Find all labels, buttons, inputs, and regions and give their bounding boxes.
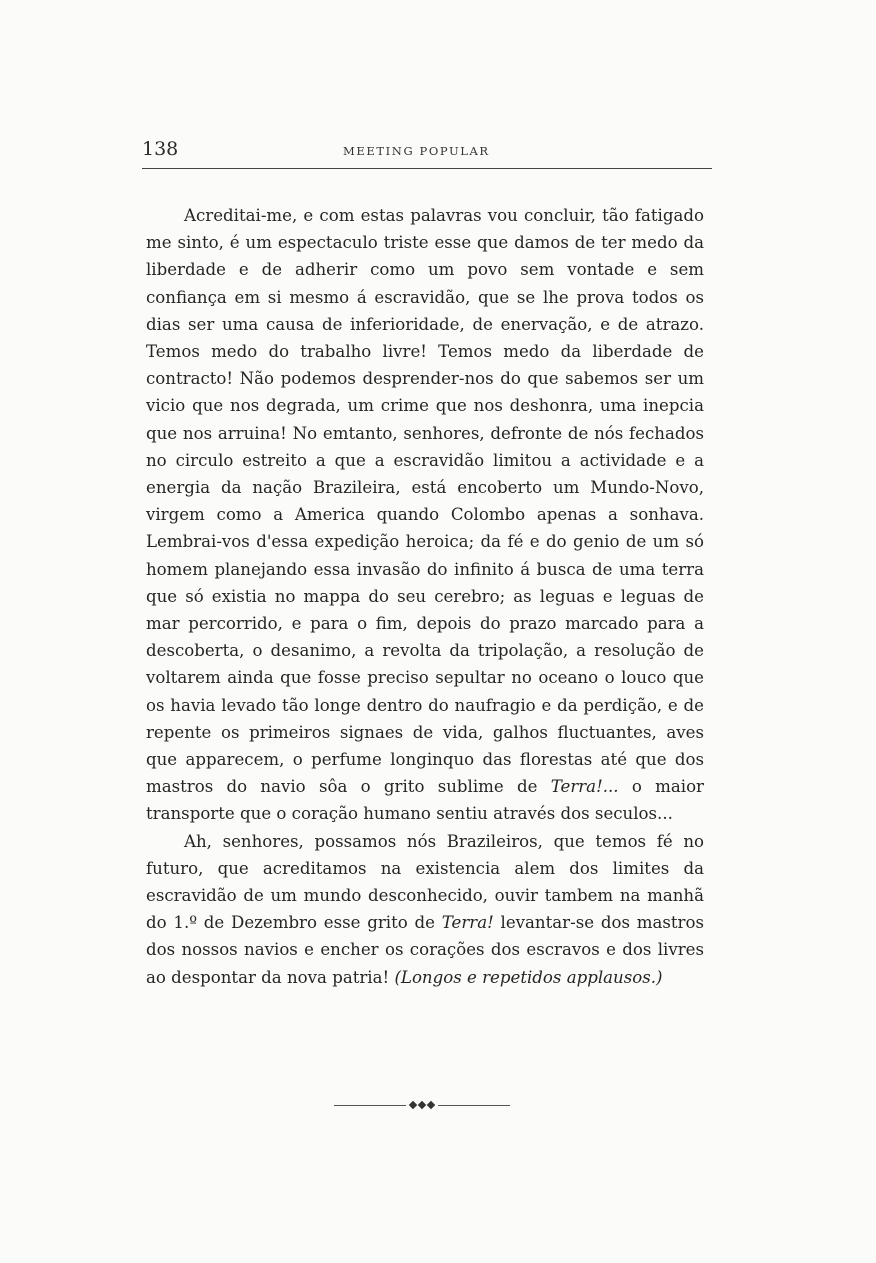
closing-ornament <box>334 1100 510 1112</box>
ornament-diamond <box>418 1101 426 1109</box>
ornament-line-right <box>438 1105 510 1106</box>
page-number: 138 <box>142 138 179 160</box>
text-segment: o maior transporte que o coração humano sentiu através dos seculos... <box>146 777 704 824</box>
text-segment: levantar-se dos mastros dos nossos navios e encher os corações dos escravos e dos livres ao despontar da nova patria! <box>146 913 704 987</box>
body-text <box>146 202 704 991</box>
page-header <box>142 138 712 164</box>
paragraph <box>146 828 704 991</box>
text-segment: Acreditai-me, e com estas palavras vou concluir, tão fatigado me sinto, é um espectaculo triste esse que damos de ter medo da liberdade e de adherir como um povo sem vontade e sem confiança em si mesmo á escravidão, que se lhe prova todos os dias ser uma causa de inferioridade, de enervação, e de atrazo. Temos medo do trabalho livre! Temos medo da liberdade de contracto! Não podemos desprender-nos do que sabemos ser um vicio que nos degrada, um crime que nos deshonra, uma inepcia que nos arruina! No emtanto, senhores, defronte de nós fechados no circulo estreito a que a escravidão limitou a actividade e a energia da nação Brazileira, está encoberto um Mundo-Novo, virgem como a America quando Colombo apenas a sonhava. Lembrai-vos d'essa expedição heroica; da fé e do genio de um só homem planejando essa invasão do infinito á busca de uma terra que só existia no mappa do seu cerebro; as leguas e leguas de mar percorrido, e para o fim, depois do prazo marcado para a descoberta, o desanimo, a revolta da tripolação, a resolução de voltarem ainda que fosse preciso sepultar no oceano o louco que os havia levado tão longe dentro do naufragio e da perdição, e de repente os primeiros signaes de vida, galhos fluctuantes, aves que apparecem, o perfume longinquo das florestas até que dos mastros do navio sôa o grito sublime de <box>146 206 704 797</box>
italic-text-segment: (Longos e repetidos applausos.) <box>394 967 663 987</box>
text-segment: Ah, senhores, possamos nós Brazileiros, que temos fé no futuro, que acreditamos na existencia alem dos limites da escravidão de um mundo desconhecido, ouvir tambem na manhã do 1.º de Dezembro esse grito de <box>146 831 704 933</box>
italic-text-segment: Terra!... <box>550 777 619 797</box>
running-head: MEETING POPULAR <box>343 144 490 158</box>
paragraph <box>146 202 704 828</box>
ornament-line-left <box>334 1105 406 1106</box>
ornament-diamond <box>427 1101 435 1109</box>
italic-text-segment: Terra! <box>441 913 494 933</box>
header-rule <box>142 168 712 169</box>
ornament-diamond <box>409 1101 417 1109</box>
